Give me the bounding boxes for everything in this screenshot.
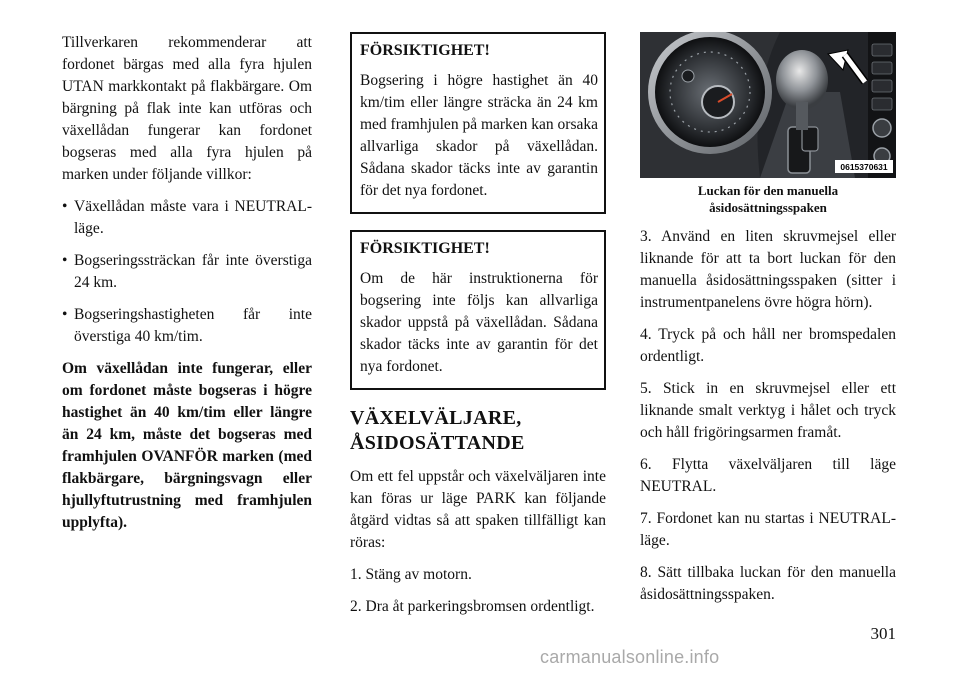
column-left — [62, 32, 312, 544]
caution-title: FÖRSIKTIGHET! — [360, 42, 490, 59]
caution-title: FÖRSIKTIGHET! — [360, 240, 490, 257]
caption-line-2: åsidosättningsspaken — [709, 200, 827, 215]
column-right — [640, 32, 896, 616]
step-item: 4. Tryck på och håll ner bromspedalen ordentligt. — [640, 326, 896, 365]
page-number: 301 — [870, 624, 896, 643]
caption-line-1: Luckan för den manuella — [697, 183, 839, 198]
section-heading-line-2: ÅSIDOSÄTTANDE — [350, 432, 525, 454]
watermark-text: carmanualsonline.info — [540, 647, 720, 667]
bold-warning-paragraph: Om växellådan inte fungerar, eller om fordonet måste bogseras i högre hastighet än 40 km/tim eller längre än 24 km, måste det bogseras med framhjulen OVANFÖR marken (med flakbärgare, bärgningsvagn eller hjullyftutrustning med framhjulen upplyfta). — [62, 360, 312, 531]
section-heading-line-1: VÄXELVÄLJARE, — [350, 407, 522, 429]
step-item: 8. Sätt tillbaka luckan för den manuella åsidosättningsspaken. — [640, 564, 896, 603]
step-item: 2. Dra åt parkeringsbromsen ordentligt. — [350, 598, 595, 615]
step-item: 6. Flytta växelväljaren till läge NEUTRAL. — [640, 456, 896, 495]
list-item: • Bogseringshastigheten får inte överstiga 40 km/tim. — [62, 304, 312, 348]
step-item: 5. Stick in en skruvmejsel eller ett liknande smalt verktyg i hålet och tryck och håll frigöringsarmen framåt. — [640, 380, 896, 441]
shifter-override-photo — [640, 32, 896, 178]
step-item: 3. Använd en liten skruvmejsel eller liknande för att ta bort luckan för den manuella åsidosättningsspaken (sitter i instrumentpanelens övre högra hörn). — [640, 228, 896, 311]
step-item: 7. Fordonet kan nu startas i NEUTRAL-läge. — [640, 510, 896, 549]
caution-box-2 — [350, 230, 606, 390]
list-item: • Bogseringssträckan får inte överstiga 24 km. — [62, 250, 312, 294]
photo-caption — [640, 182, 896, 216]
towing-conditions-list — [62, 196, 312, 348]
column-middle — [350, 32, 606, 628]
intro-paragraph: Tillverkaren rekommenderar att fordonet bärgas med alla fyra hjulen UTAN markkontakt på flakbärgare. Om bärgning på flak inte kan utföras och växellådan fungerar kan fordonet bogseras med alla fyra hjulen på marken under följande villkor: — [62, 34, 312, 183]
caution-text: Om de här instruktionerna för bogsering inte följs kan allvarliga skador uppstå på växellådan. Sådana skador täcks inte av garantin för det nya fordonet. — [360, 270, 598, 375]
list-item: • Växellådan måste vara i NEUTRAL-läge. — [62, 196, 312, 240]
dashboard-illustration — [640, 32, 896, 178]
section-intro-paragraph: Om ett fel uppstår och växelväljaren inte kan föras ur läge PARK kan följande åtgärd vidtas så att spaken tillfälligt kan röras: — [350, 468, 606, 551]
caution-text: Bogsering i högre hastighet än 40 km/tim eller längre sträcka än 24 km med framhjulen på marken kan orsaka allvarliga skador på växellådan. Sådana skador täcks inte av garantin för det nya fordonet. — [360, 72, 599, 199]
photo-reference-code: 0615370631 — [840, 162, 888, 172]
step-item: 1. Stäng av motorn. — [350, 566, 472, 583]
section-heading — [350, 406, 606, 456]
caution-box-1 — [350, 32, 606, 214]
